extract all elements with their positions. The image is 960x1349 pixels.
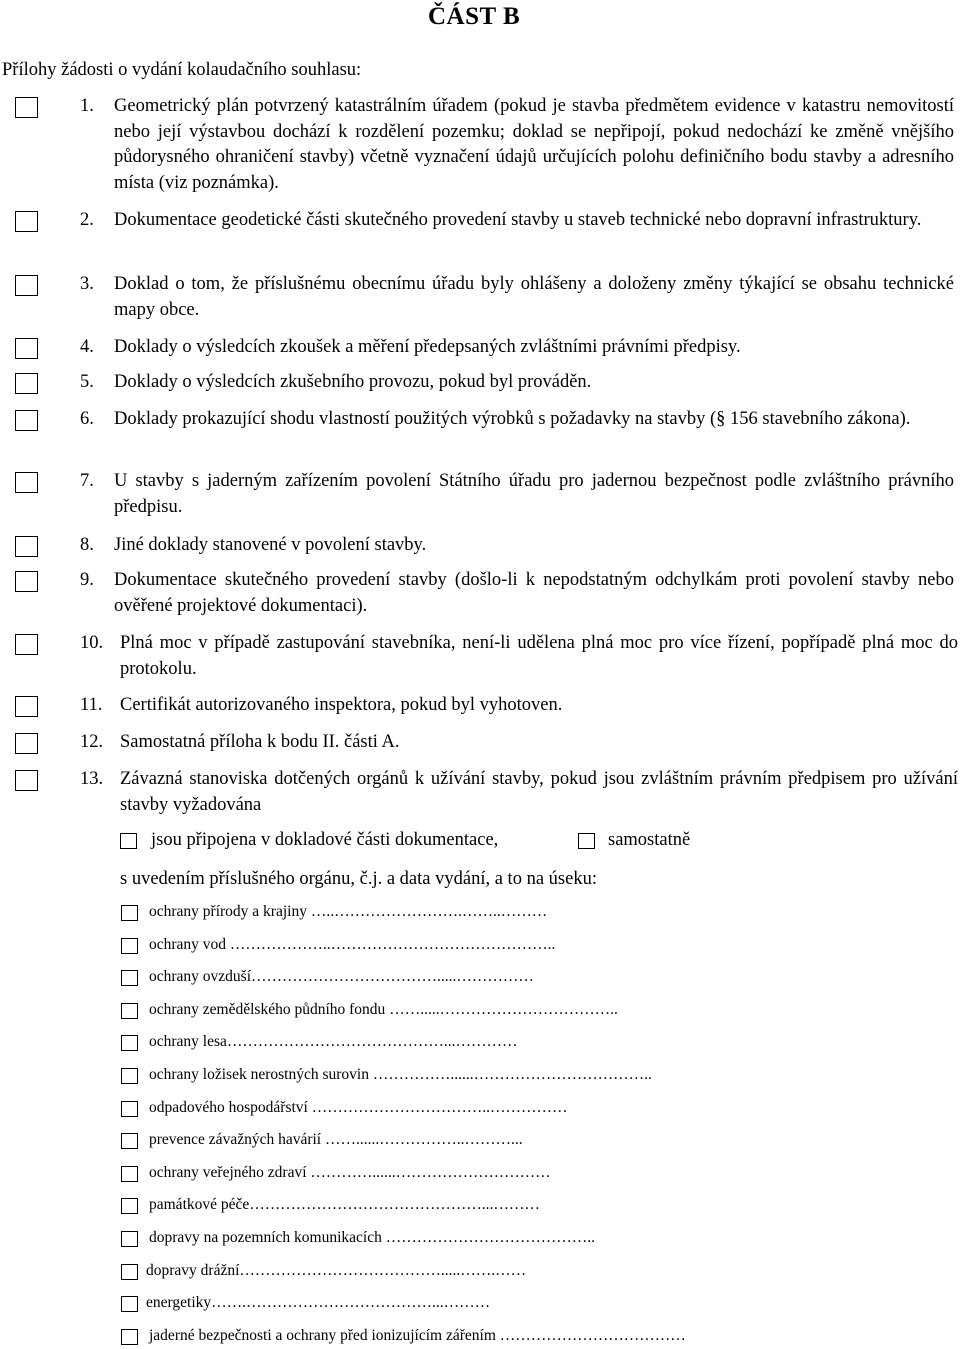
section-fill-line[interactable]: ……………………………..……………: [307, 1099, 568, 1116]
item-text: Jiné doklady stanovené v povolení stavby.: [114, 535, 427, 555]
section-row: [149, 1033, 518, 1051]
item-number: 12.: [80, 732, 104, 752]
section-checkbox[interactable]: [121, 1166, 138, 1182]
section-label: ochrany zemědělského půdního fondu: [149, 1001, 386, 1018]
separate-checkbox[interactable]: [578, 833, 595, 849]
section-checkbox[interactable]: [121, 1101, 138, 1117]
attachment-checkbox-6[interactable]: [15, 410, 38, 431]
section-label: ochrany ložisek nerostných surovin: [149, 1066, 369, 1083]
separate-note: s uvedením příslušného orgánu, č.j. a data vydání, a to na úseku:: [120, 869, 597, 889]
section-label: památkové péče: [149, 1196, 250, 1213]
section-label: dopravy na pozemních komunikacích: [149, 1229, 382, 1246]
section-checkbox[interactable]: [121, 938, 138, 954]
section-checkbox[interactable]: [121, 905, 138, 921]
section-fill-line[interactable]: …………………………………..: [381, 1229, 595, 1246]
section-fill-line[interactable]: ………………………………….....…….……: [239, 1262, 527, 1279]
item-number: 13.: [80, 769, 104, 789]
item-number: 11.: [80, 695, 103, 715]
section-row: [149, 1066, 652, 1084]
section-checkbox[interactable]: [121, 1198, 138, 1214]
section-fill-line[interactable]: ……………………………….....……………: [251, 968, 534, 985]
section-row: [149, 903, 547, 921]
attachment-checkbox-3[interactable]: [15, 275, 38, 296]
section-checkbox[interactable]: [121, 1329, 138, 1345]
item-text: Plná moc v případě zastupování stavebníka, není-li udělena plná moc pro více řízení, popřípadě plná moc do protokolu.: [120, 633, 958, 679]
section-row: [149, 1229, 595, 1247]
section-checkbox[interactable]: [121, 1003, 138, 1019]
item-text: Dokumentace skutečného provedení stavby (došlo-li k nepodstatným odchylkám proti povolení stavby nebo ověřené projektové dokumentaci).: [114, 570, 954, 616]
section-checkbox[interactable]: [121, 1264, 138, 1280]
section-label: prevence závažných havárií: [149, 1131, 322, 1148]
section-row: [149, 1164, 551, 1182]
section-checkbox[interactable]: [121, 1133, 138, 1149]
section-fill-line[interactable]: ……………......……………………………..: [368, 1066, 652, 1083]
attachment-checkbox-4[interactable]: [15, 338, 38, 359]
section-fill-line[interactable]: …………......…………………………: [306, 1164, 551, 1181]
item-text: Certifikát autorizovaného inspektora, pokud byl vyhotoven.: [120, 695, 563, 715]
attachment-checkbox-1[interactable]: [15, 97, 38, 118]
item-text: Geometrický plán potvrzený katastrálním úřadem (pokud je stavba předmětem evidence v katastru nemovitostí nebo její výstavbou dochází k rozdělení pozemku; doklad se nepřipojí, pokud nedochází ke změně vnějšího půdorysného ohraničení stavby) včetně vyznačení údajů určujících polohu definičního bodu stavby a adresního místa (viz poznámka).: [114, 96, 954, 193]
item-number: 1.: [80, 96, 94, 116]
item-text: Doklady o výsledcích zkoušek a měření předepsaných zvláštními právními předpisy.: [114, 337, 741, 357]
section-title: ČÁST B: [428, 3, 521, 30]
attachment-checkbox-7[interactable]: [15, 472, 38, 493]
item-number: 6.: [80, 409, 94, 429]
item-text: U stavby s jaderným zařízením povolení Státního úřadu pro jadernou bezpečnost podle zvláštního právního předpisu.: [114, 471, 954, 517]
attachment-checkbox-9[interactable]: [15, 571, 38, 592]
section-checkbox[interactable]: [121, 1296, 138, 1312]
item-number: 9.: [80, 570, 94, 590]
attached-checkbox[interactable]: [120, 833, 137, 849]
attachment-checkbox-12[interactable]: [15, 733, 38, 754]
section-checkbox[interactable]: [121, 1068, 138, 1084]
item-number: 3.: [80, 274, 94, 294]
item-text: Doklady prokazující shodu vlastností použitých výrobků s požadavky na stavby (§ 156 stavebního zákona).: [114, 409, 911, 429]
section-row: [149, 1196, 540, 1214]
section-label: ochrany přírody a krajiny: [149, 903, 307, 920]
attachment-checkbox-5[interactable]: [15, 373, 38, 394]
section-row: [149, 968, 534, 986]
item-number: 8.: [80, 535, 94, 555]
item-number: 2.: [80, 210, 94, 230]
section-checkbox[interactable]: [121, 1231, 138, 1247]
attachment-checkbox-13[interactable]: [15, 770, 38, 791]
item-text: Samostatná příloha k bodu II. části A.: [120, 732, 400, 752]
attachments-intro: Přílohy žádosti o vydání kolaudačního souhlasu:: [2, 60, 362, 80]
attachment-checkbox-10[interactable]: [15, 634, 38, 655]
section-fill-line[interactable]: …….………………………………...………: [211, 1294, 491, 1311]
item-number: 7.: [80, 471, 94, 491]
section-checkbox[interactable]: [121, 970, 138, 986]
section-checkbox[interactable]: [121, 1035, 138, 1051]
item-text: Závazná stanoviska dotčených orgánů k užívání stavby, pokud jsou zvláštním právním předpisem pro užívání stavby vyžadována: [120, 769, 958, 815]
section-fill-line[interactable]: ………………..……………………………………..: [226, 936, 556, 953]
section-row: [146, 1262, 526, 1280]
section-label: ochrany ovzduší: [149, 968, 252, 985]
attachment-checkbox-11[interactable]: [15, 696, 38, 717]
attachment-checkbox-8[interactable]: [15, 536, 38, 557]
section-label: ochrany lesa: [149, 1033, 227, 1050]
section-fill-line[interactable]: …….....……………………………..: [385, 1001, 618, 1018]
item-text: Doklad o tom, že příslušnému obecnímu úřadu byly ohlášeny a doloženy změny týkající se obsahu technické mapy obce.: [114, 274, 954, 320]
section-fill-line[interactable]: …..…………………….……..………: [306, 903, 548, 920]
item-text: Dokumentace geodetické části skutečného provedení stavby u staveb technické nebo dopravní infrastruktury.: [114, 210, 922, 230]
section-fill-line[interactable]: ………………………………: [495, 1327, 686, 1344]
section-label: dopravy drážní: [146, 1262, 240, 1279]
section-label: jaderné bezpečnosti a ochrany před ionizujícím zářením: [149, 1327, 496, 1344]
section-row: [149, 1099, 567, 1117]
section-label: odpadového hospodářství: [149, 1099, 308, 1116]
item-number: 10.: [80, 633, 104, 653]
section-row: [149, 936, 555, 954]
section-fill-line[interactable]: ………………………………………...………: [249, 1196, 540, 1213]
section-label: ochrany vod: [149, 936, 227, 953]
section-fill-line[interactable]: ……......……………..………...: [321, 1131, 523, 1148]
section-row: [149, 1327, 686, 1345]
item-text: Doklady o výsledcích zkušebního provozu, pokud byl prováděn.: [114, 372, 592, 392]
section-row: [146, 1294, 490, 1312]
item-number: 5.: [80, 372, 94, 392]
attached-option-label: jsou připojena v dokladové části dokumentace,: [151, 830, 499, 850]
section-label: ochrany veřejného zdraví: [149, 1164, 307, 1181]
section-row: [149, 1131, 523, 1149]
section-fill-line[interactable]: ……………………………………...…………: [226, 1033, 518, 1050]
separate-option-label: samostatně: [608, 830, 691, 850]
item-number: 4.: [80, 337, 94, 357]
attachment-checkbox-2[interactable]: [15, 211, 38, 232]
section-row: [149, 1001, 618, 1019]
section-label: energetiky: [146, 1294, 212, 1311]
